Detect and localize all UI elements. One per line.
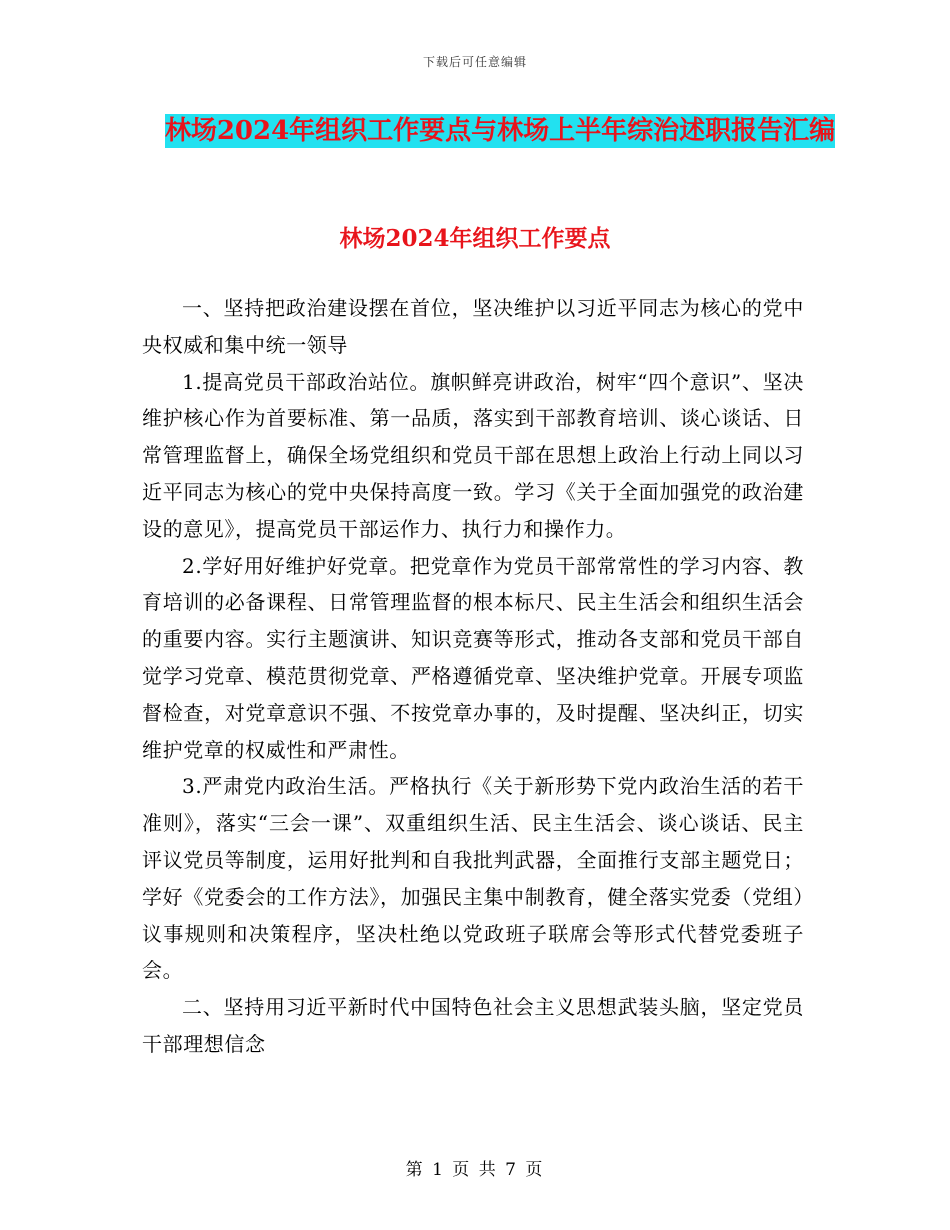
document-title-text: 林场2024年组织工作要点与林场上半年综治述职报告汇编: [164, 116, 836, 146]
document-body: [142, 290, 804, 1063]
paragraph-item-2: 2.学好用好维护好党章。把党章作为党员干部常常性的学习内容、教育培训的必备课程、日常管理监督的根本标尺、民主生活会和组织生活会的重要内容。实行主题演讲、知识竞赛等形式，推动各支部和党员干部自觉学习党章、模范贯彻党章、严格遵循党章、坚决维护党章。开展专项监督检查，对党章意识不强、不按党章办事的，及时提醒、坚决纠正，切实维护党章的权威性和严肃性。: [142, 553, 804, 762]
paragraph-item-3: 3.严肃党内政治生活。严格执行《关于新形势下党内政治生活的若干准则》，落实“三会一课”、双重组织生活、民主生活会、谈心谈话、民主评议党员等制度，运用好批判和自我批判武器，全面推行支部主题党日；学好《党委会的工作方法》，加强民主集中制教育，健全落实党委（党组）议事规则和决策程序，坚决杜绝以党政班子联席会等形式代替党委班子会。: [142, 774, 804, 983]
page-number-footer: 第 1 页 共 7 页: [405, 1160, 545, 1180]
section-title: 林场2024年组织工作要点: [339, 225, 611, 252]
paragraph-item-1: 1.提高党员干部政治站位。旗帜鲜亮讲政治，树牢“四个意识”、坚决维护核心作为首要标准、第一品质，落实到干部教育培训、谈心谈话、日常管理监督上，确保全场党组织和党员干部在思想上政治上行动上同以习近平同志为核心的党中央保持高度一致。学习《关于全面加强党的政治建设的意见》，提高党员干部运作力、执行力和操作力。: [142, 369, 804, 541]
paragraph-heading-2: 二、坚持用习近平新时代中国特色社会主义思想武装头脑，坚定党员干部理想信念: [142, 995, 804, 1056]
header-note: 下载后可任意编辑: [422, 55, 527, 69]
paragraph-heading-1: 一、坚持把政治建设摆在首位，坚决维护以习近平同志为核心的党中央权威和集中统一领导: [142, 296, 804, 357]
document-title: [140, 106, 860, 156]
